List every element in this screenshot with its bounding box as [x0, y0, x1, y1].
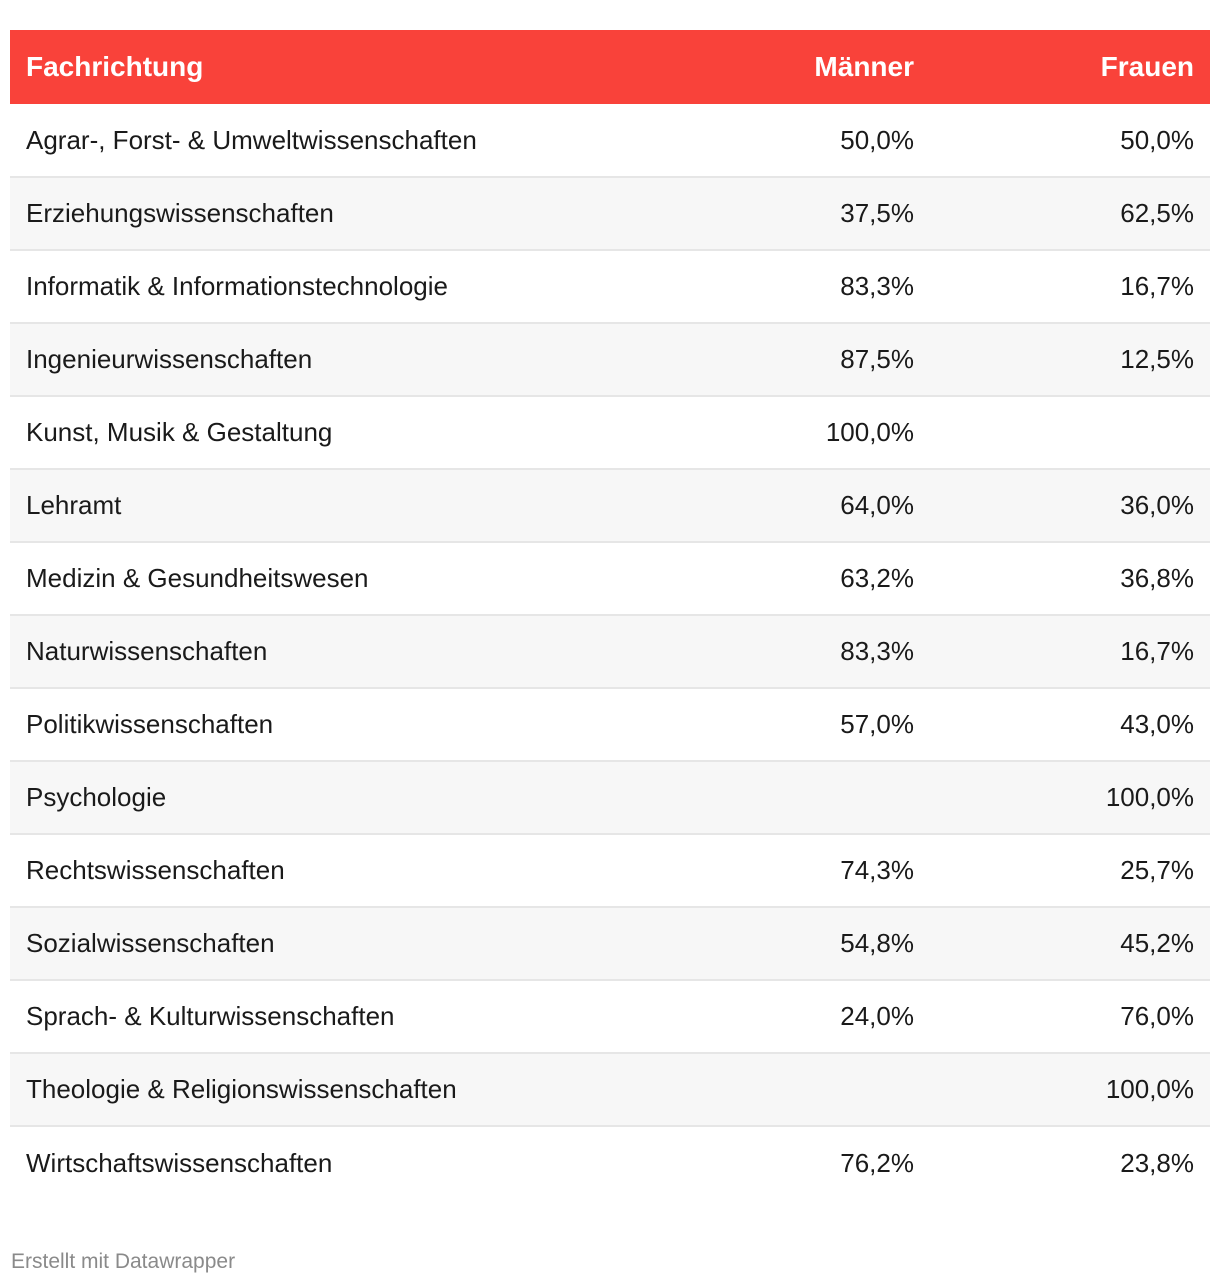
cell-fachrichtung: Informatik & Informationstechnologie [26, 271, 448, 301]
cell-frauen: 45,2% [1120, 928, 1194, 958]
cell-maenner [670, 1053, 930, 1126]
cell-frauen: 100,0% [1105, 782, 1194, 812]
cell-maenner: 83,3% [840, 271, 914, 301]
column-header-frauen[interactable]: Frauen [1100, 51, 1194, 82]
cell-maenner: 87,5% [840, 344, 914, 374]
cell-fachrichtung: Psychologie [26, 782, 167, 812]
cell-fachrichtung: Sprach- & Kulturwissenschaften [26, 1001, 395, 1031]
table-row [10, 688, 1210, 761]
table-row [10, 396, 1210, 469]
cell-maenner: 83,3% [840, 636, 914, 666]
cell-maenner: 64,0% [840, 490, 914, 520]
table-row [10, 834, 1210, 907]
cell-fachrichtung: Rechtswissenschaften [26, 855, 285, 885]
cell-fachrichtung: Lehramt [26, 490, 122, 520]
table-body [10, 104, 1210, 1199]
cell-maenner [670, 761, 930, 834]
cell-fachrichtung: Agrar-, Forst- & Umweltwissenschaften [26, 124, 477, 155]
column-header-fachrichtung[interactable]: Fachrichtung [26, 51, 204, 82]
cell-maenner: 100,0% [825, 417, 914, 447]
table-row [10, 761, 1210, 834]
table-row [10, 980, 1210, 1053]
cell-frauen: 25,7% [1120, 855, 1194, 885]
cell-maenner: 57,0% [840, 709, 914, 739]
cell-frauen: 16,7% [1120, 636, 1194, 666]
table-row [10, 104, 1210, 177]
cell-maenner: 76,2% [840, 1147, 914, 1178]
cell-fachrichtung: Wirtschaftswissenschaften [26, 1147, 333, 1178]
cell-fachrichtung: Politikwissenschaften [26, 709, 274, 739]
table-row [10, 1126, 1210, 1199]
cell-maenner: 37,5% [840, 198, 914, 228]
cell-fachrichtung: Ingenieurwissenschaften [26, 344, 313, 374]
cell-frauen: 62,5% [1120, 198, 1194, 228]
cell-frauen: 43,0% [1120, 709, 1194, 739]
cell-fachrichtung: Sozialwissenschaften [26, 928, 275, 958]
cell-frauen: 100,0% [1105, 1074, 1194, 1104]
data-table-container [10, 30, 1210, 1199]
cell-maenner: 50,0% [840, 124, 914, 155]
cell-frauen [930, 396, 1210, 469]
cell-frauen: 12,5% [1120, 344, 1194, 374]
cell-fachrichtung: Naturwissenschaften [26, 636, 268, 666]
cell-fachrichtung: Erziehungswissenschaften [26, 198, 334, 228]
cell-fachrichtung: Kunst, Musik & Gestaltung [26, 417, 333, 447]
cell-maenner: 54,8% [840, 928, 914, 958]
datawrapper-credit: Erstellt mit Datawrapper [11, 1250, 236, 1273]
cell-frauen: 23,8% [1120, 1147, 1194, 1178]
table-row [10, 907, 1210, 980]
cell-frauen: 36,0% [1120, 490, 1194, 520]
cell-maenner: 24,0% [840, 1001, 914, 1031]
cell-frauen: 50,0% [1120, 124, 1194, 155]
cell-frauen: 36,8% [1120, 563, 1194, 593]
column-header-maenner[interactable]: Männer [814, 51, 914, 82]
cell-fachrichtung: Theologie & Religionswissenschaften [26, 1074, 457, 1104]
table-row [10, 250, 1210, 323]
cell-frauen: 76,0% [1120, 1001, 1194, 1031]
table-row [10, 542, 1210, 615]
cell-frauen: 16,7% [1120, 271, 1194, 301]
table-row [10, 177, 1210, 250]
table-header-row [10, 30, 1210, 104]
table-row [10, 1053, 1210, 1126]
data-table [10, 30, 1210, 1199]
cell-maenner: 63,2% [840, 563, 914, 593]
table-row [10, 469, 1210, 542]
table-row [10, 615, 1210, 688]
cell-maenner: 74,3% [840, 855, 914, 885]
table-row [10, 323, 1210, 396]
cell-fachrichtung: Medizin & Gesundheitswesen [26, 563, 369, 593]
